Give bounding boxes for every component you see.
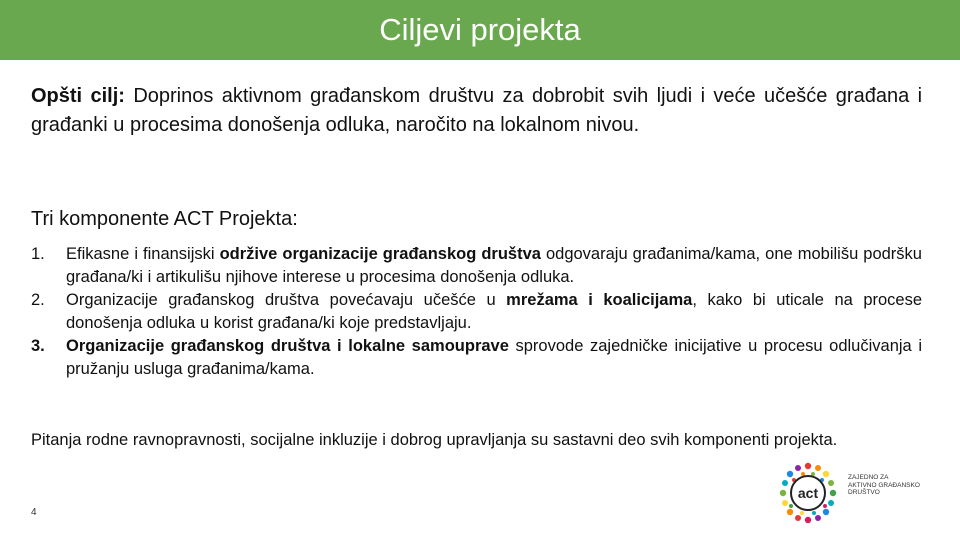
logo-line: AKTIVNO GRAĐANSKO xyxy=(848,481,920,489)
component-text-bold: mrežama i koalicijama xyxy=(506,291,693,309)
component-text-bold: Organizacije građanskog društva i lokalne samouprave xyxy=(66,337,509,355)
component-number: 3. xyxy=(31,337,45,355)
component-text-part: sprovode zajedničke inicijative u procesu odlučivanja i pružanju usluga građanima/kama. xyxy=(66,337,922,378)
component-item xyxy=(31,243,922,289)
logo-line: ZAJEDNO ZA xyxy=(848,474,889,481)
component-text-part: Efikasne i finansijski xyxy=(66,245,220,263)
logo-mark-text: act xyxy=(797,485,819,501)
component-text-bold: održive organizacije građanskog društva xyxy=(219,245,541,263)
component-text-part: , kako bi uticale na procese donošenja odluka u korist građana/ki koje predstavljaju. xyxy=(66,291,923,332)
component-number: 2. xyxy=(31,291,45,309)
logo-wordmark xyxy=(848,474,920,497)
slide-title: Ciljevi projekta xyxy=(379,12,581,47)
component-text-part: Organizacije građanskog društva povećavaju učešće u xyxy=(66,291,507,309)
act-logo-mark xyxy=(772,462,844,526)
general-goal-text: Doprinos aktivnom građanskom društvu za dobrobit svih ljudi i veće učešće građana i građanki u procesima donošenja odluka, naročito na lokalnom nivou. xyxy=(31,85,923,136)
component-text-part: odgovaraju građanima/kama, one mobilišu podršku građana/ki i artikulišu njihove interese u procesima donošenja odluka. xyxy=(66,245,922,286)
act-logo xyxy=(772,462,922,526)
page-number: 4 xyxy=(31,507,37,518)
logo-line: DRUŠTVO xyxy=(848,489,880,496)
component-item xyxy=(31,289,922,335)
slide-header xyxy=(0,0,960,60)
general-goal xyxy=(31,82,922,140)
components-list xyxy=(31,243,922,381)
component-number: 1. xyxy=(31,245,45,263)
general-goal-label: Opšti cilj: xyxy=(31,85,125,107)
component-item xyxy=(31,335,922,381)
cross-cutting-note: Pitanja rodne ravnopravnosti, socijalne inkluzije i dobrog upravljanja su sastavni deo svih komponenti projekta. xyxy=(31,431,838,449)
components-title: Tri komponente ACT Projekta: xyxy=(31,208,298,230)
